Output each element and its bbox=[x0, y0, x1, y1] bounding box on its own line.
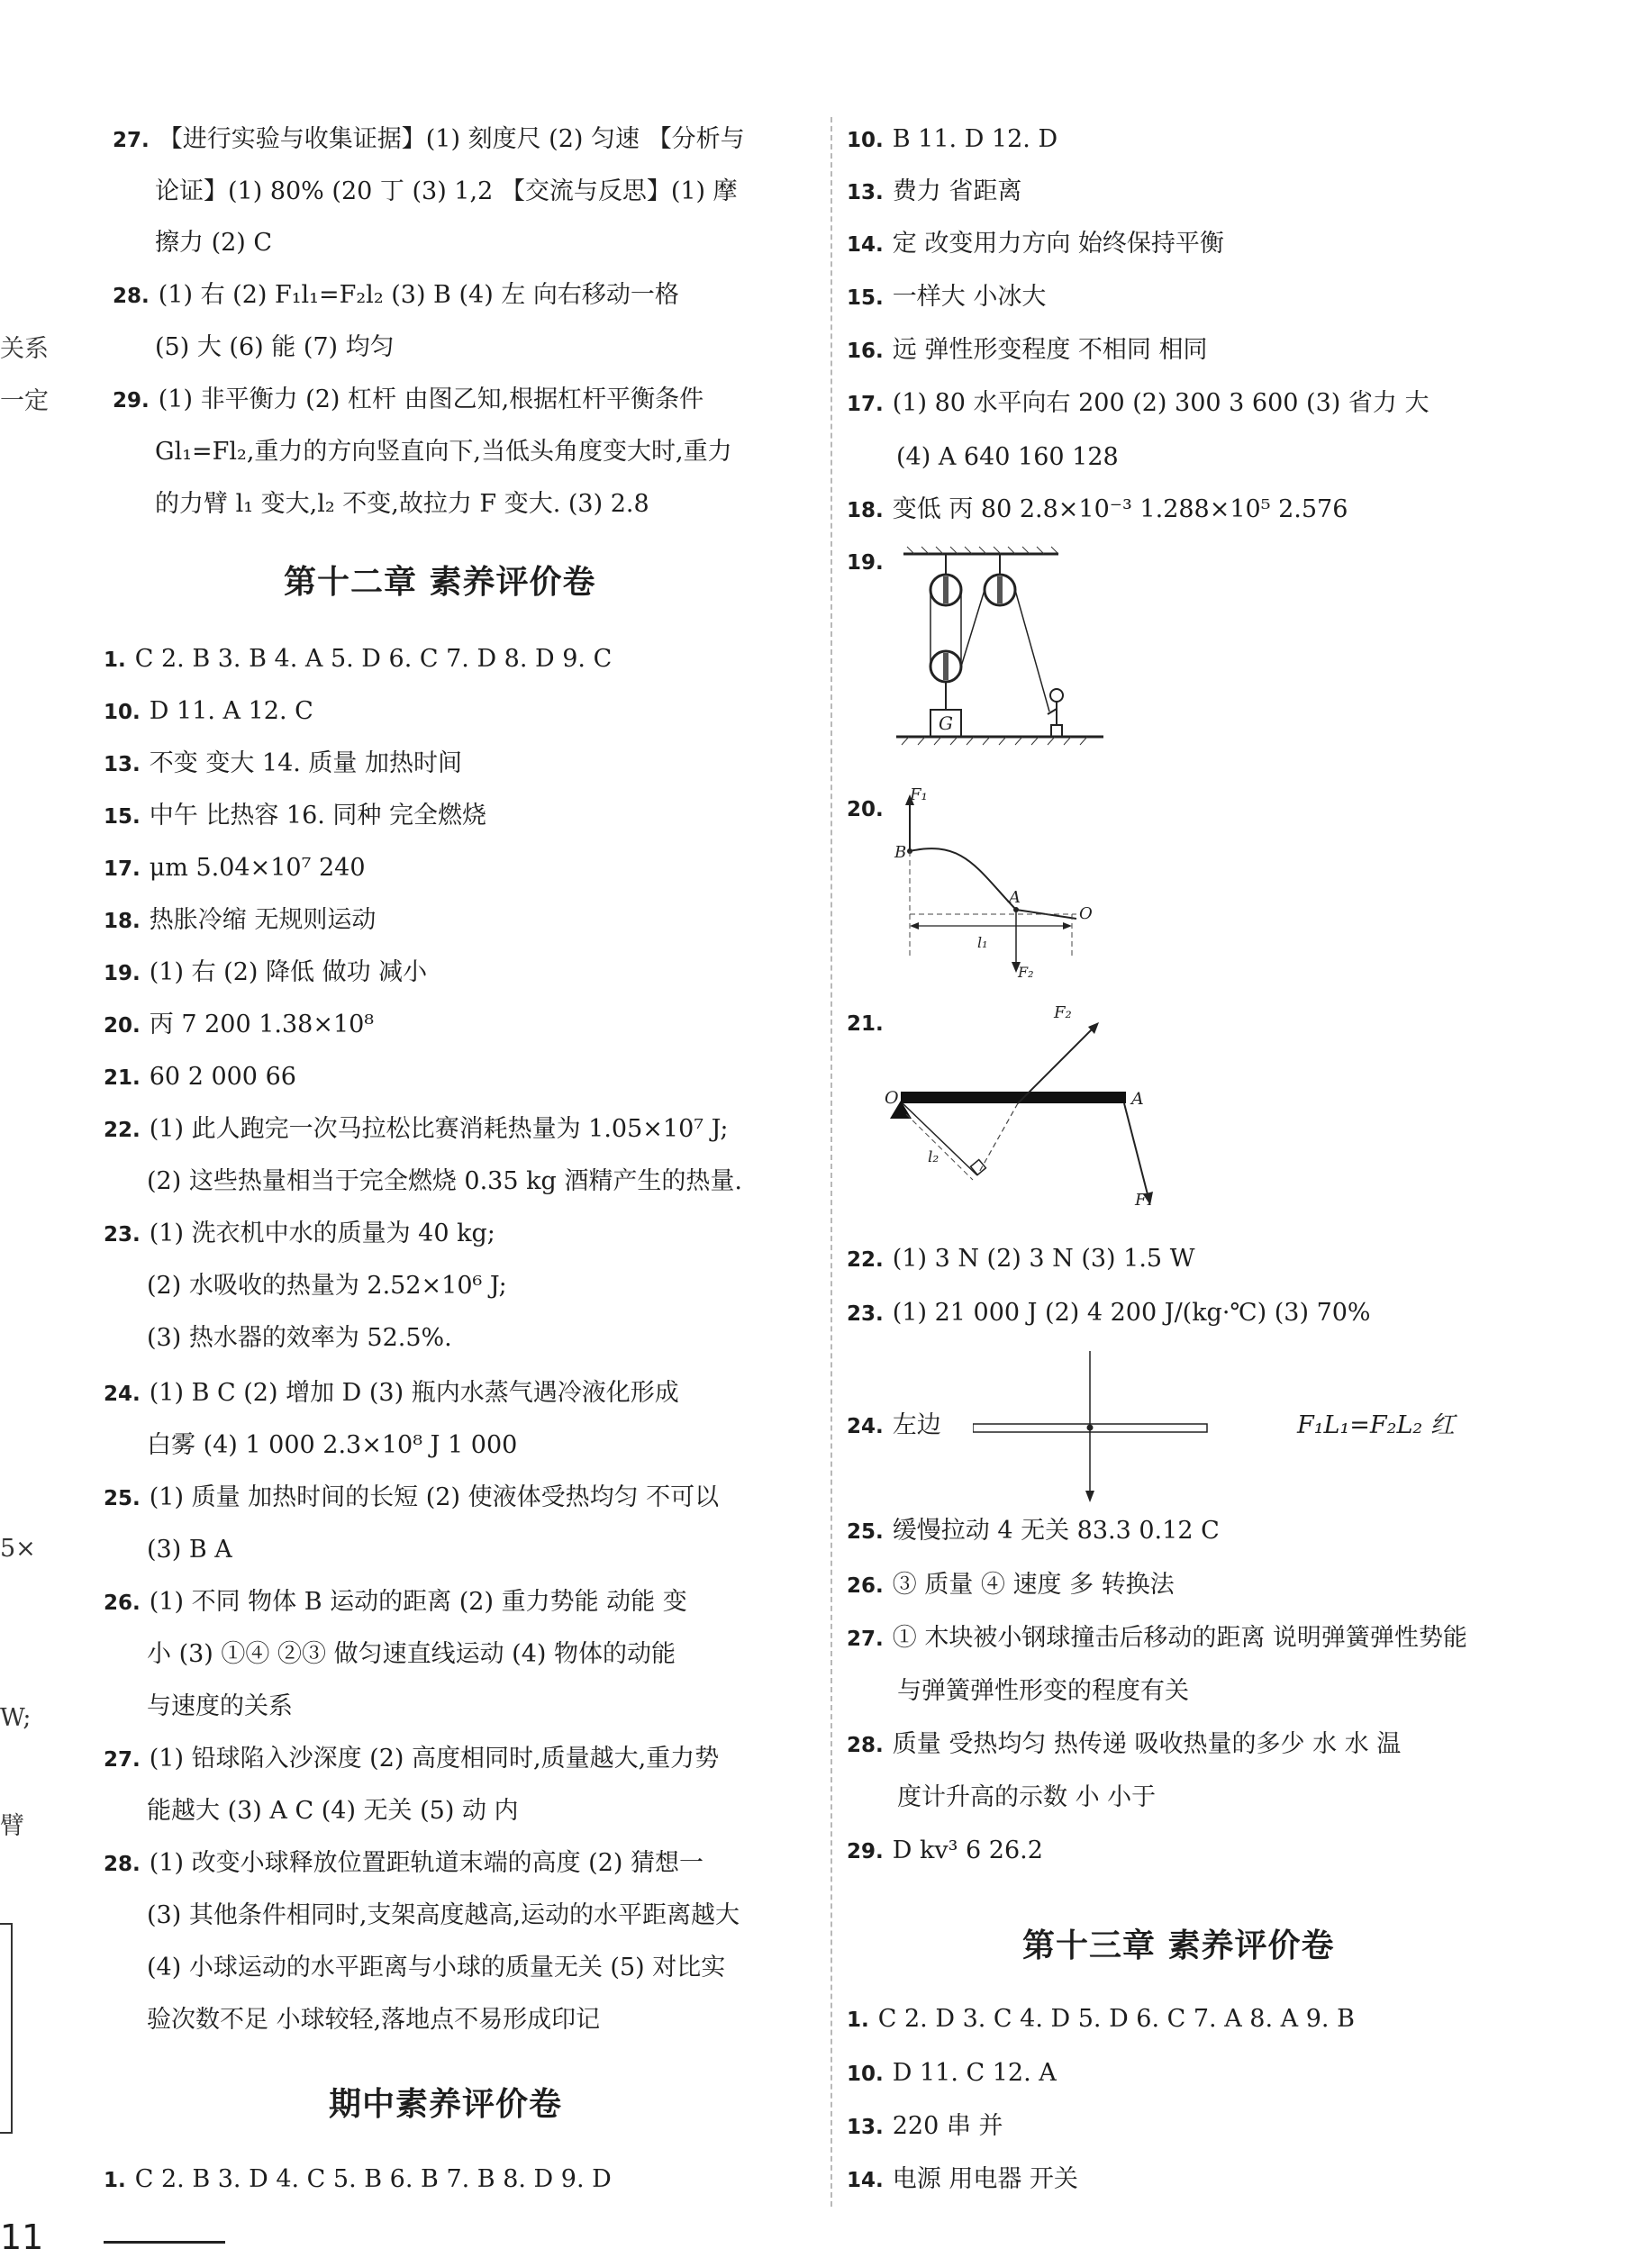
question-number: 14. bbox=[847, 2169, 884, 2192]
answer-line: 的力臂 l₁ 变大,l₂ 不变,故拉力 F 变大. (3) 2.8 bbox=[155, 490, 649, 518]
question-number: 1. bbox=[104, 648, 126, 672]
answer-line: 28. 质量 受热均匀 热传递 吸收热量的多少 水 水 温 bbox=[847, 1730, 1402, 1758]
question-number: 19. bbox=[847, 551, 884, 575]
answer-line: Gl₁=Fl₂,重力的方向竖直向下,当低头角度变大时,重力 bbox=[155, 438, 732, 466]
answer-line: 24. (1) B C (2) 增加 D (3) 瓶内水蒸气遇冷液化形成 bbox=[104, 1379, 679, 1407]
column-divider bbox=[831, 117, 832, 2207]
point-label: O bbox=[885, 1088, 899, 1108]
answer-line: 21. 60 2 000 66 bbox=[104, 1063, 296, 1091]
answer-line: F₁L₁=F₂L₂ 红 bbox=[1297, 1411, 1455, 1439]
question-number: 16. bbox=[847, 340, 884, 363]
answer-line: 13. 不变 变大 14. 质量 加热时间 bbox=[104, 749, 463, 777]
answer-line: (4) 小球运动的水平距离与小球的质量无关 (5) 对比实 bbox=[147, 1954, 726, 1981]
answer-line: 18. 变低 丙 80 2.8×10⁻³ 1.288×10⁵ 2.576 bbox=[847, 495, 1348, 523]
answer-line: 26. (1) 不同 物体 B 运动的距离 (2) 重力势能 动能 变 bbox=[104, 1588, 687, 1616]
question-number: 27. bbox=[104, 1748, 141, 1772]
answer-line: 22. (1) 3 N (2) 3 N (3) 1.5 W bbox=[847, 1245, 1195, 1273]
question-number: 10. bbox=[847, 2063, 884, 2086]
answer-line: 24. 左边 bbox=[847, 1411, 941, 1439]
answer-line: 论证】(1) 80% (20 丁 (3) 1,2 【交流与反思】(1) 摩 bbox=[155, 177, 738, 205]
answer-line: 15. 中午 比热容 16. 同种 完全燃烧 bbox=[104, 802, 487, 830]
question-number: 18. bbox=[847, 499, 884, 522]
question-number: 23. bbox=[847, 1302, 884, 1326]
page-number-rule bbox=[104, 2241, 225, 2244]
answer-line: 1. C 2. B 3. B 4. A 5. D 6. C 7. D 8. D 9. C bbox=[104, 645, 613, 673]
answer-line: 能越大 (3) A C (4) 无关 (5) 动 内 bbox=[147, 1797, 519, 1825]
answer-line: (3) 其他条件相同时,支架高度越高,运动的水平距离越大 bbox=[147, 1901, 740, 1929]
point-label: B bbox=[894, 843, 907, 862]
point-label: O bbox=[1079, 904, 1093, 923]
pulley-figure bbox=[896, 545, 1112, 770]
cropped-table-fragment bbox=[0, 1923, 13, 2134]
answer-line: 18. 热胀冷缩 无规则运动 bbox=[104, 906, 377, 934]
force-label: F₂ bbox=[1018, 964, 1034, 981]
answer-line: 15. 一样大 小冰大 bbox=[847, 283, 1047, 311]
answer-line: 27. ① 木块被小钢球撞击后移动的距离 说明弹簧弹性势能 bbox=[847, 1624, 1467, 1652]
question-number: 21. bbox=[104, 1066, 141, 1090]
question-number: 10. bbox=[847, 129, 884, 152]
lever-figure-20 bbox=[892, 784, 1117, 991]
force-label: F₂ bbox=[1054, 1003, 1072, 1022]
question-number: 17. bbox=[104, 857, 141, 881]
section-heading: 期中素养评价卷 bbox=[329, 2086, 563, 2123]
question-number bbox=[847, 791, 893, 828]
answer-line: 26. ③ 质量 ④ 速度 多 转换法 bbox=[847, 1571, 1175, 1599]
arm-label: l₂ bbox=[928, 1148, 939, 1166]
answer-line: (2) 水吸收的热量为 2.52×10⁶ J; bbox=[147, 1272, 507, 1300]
answer-line: 23. (1) 21 000 J (2) 4 200 J/(kg·℃) (3) 70% bbox=[847, 1299, 1371, 1327]
answer-line: 25. (1) 质量 加热时间的长短 (2) 使液体受热均匀 不可以 bbox=[104, 1483, 720, 1511]
question-number: 25. bbox=[847, 1520, 884, 1544]
answer-line: 白雾 (4) 1 000 2.3×10⁸ J 1 000 bbox=[147, 1431, 518, 1459]
answer-line: 与速度的关系 bbox=[147, 1692, 293, 1720]
point-label: A bbox=[1131, 1089, 1144, 1109]
question-number: 15. bbox=[104, 805, 141, 829]
edge-fragment: 关系 bbox=[0, 335, 49, 363]
question-number: 17. bbox=[847, 393, 884, 416]
answer-line: 1. C 2. B 3. D 4. C 5. B 6. B 7. B 8. D 9. D bbox=[104, 2165, 612, 2193]
answer-line: 小 (3) ①④ ②③ 做匀速直线运动 (4) 物体的动能 bbox=[147, 1640, 676, 1668]
question-number: 13. bbox=[847, 2116, 884, 2139]
answer-line: 20. 丙 7 200 1.38×10⁸ bbox=[104, 1011, 375, 1038]
force-label: F₁ bbox=[1135, 1191, 1153, 1210]
answer-line: 10. B 11. D 12. D bbox=[847, 125, 1058, 153]
question-number: 13. bbox=[104, 753, 141, 776]
question-number: 29. bbox=[847, 1840, 884, 1863]
question-number: 24. bbox=[847, 1415, 884, 1438]
question-number: 13. bbox=[847, 181, 884, 204]
answer-line: 验次数不足 小球较轻,落地点不易形成印记 bbox=[147, 2006, 601, 2034]
question-number: 24. bbox=[104, 1383, 141, 1406]
answer-line: 16. 远 弹性形变程度 不相同 相同 bbox=[847, 336, 1208, 364]
question-number: 22. bbox=[104, 1119, 141, 1142]
arm-label: l₁ bbox=[977, 934, 988, 951]
answer-line: 14. 定 改变用力方向 始终保持平衡 bbox=[847, 230, 1224, 258]
answer-line: 29. (1) 非平衡力 (2) 杠杆 由图乙知,根据杠杆平衡条件 bbox=[113, 385, 704, 413]
answer-line: 23. (1) 洗衣机中水的质量为 40 kg; bbox=[104, 1220, 495, 1247]
edge-fragment: 臂 bbox=[0, 1812, 24, 1840]
answer-line: 22. (1) 此人跑完一次马拉松比赛消耗热量为 1.05×10⁷ J; bbox=[104, 1115, 729, 1143]
question-number bbox=[847, 544, 893, 581]
question-number: 25. bbox=[104, 1487, 141, 1510]
page-number: 11 bbox=[0, 2217, 44, 2257]
answer-line: 27. (1) 铅球陷入沙深度 (2) 高度相同时,质量越大,重力势 bbox=[104, 1745, 720, 1773]
answer-line: 13. 费力 省距离 bbox=[847, 177, 1022, 205]
answer-line: (4) A 640 160 128 bbox=[896, 443, 1119, 471]
point-label: A bbox=[1009, 888, 1021, 907]
question-number: 20. bbox=[847, 798, 884, 821]
question-number: 23. bbox=[104, 1223, 141, 1247]
answer-line: 10. D 11. A 12. C bbox=[104, 697, 313, 725]
question-number: 28. bbox=[847, 1734, 884, 1757]
force-label: F₁ bbox=[910, 785, 928, 804]
lever-figure-21 bbox=[883, 1000, 1207, 1225]
answer-line: 28. (1) 改变小球释放位置距轨道末端的高度 (2) 猜想一 bbox=[104, 1849, 703, 1877]
answer-line: 14. 电源 用电器 开关 bbox=[847, 2165, 1078, 2193]
answer-line: 10. D 11. C 12. A bbox=[847, 2059, 1057, 2087]
question-number: 22. bbox=[847, 1248, 884, 1272]
answer-line: 19. (1) 右 (2) 降低 做功 减小 bbox=[104, 958, 428, 986]
answer-line: 25. 缓慢拉动 4 无关 83.3 0.12 C bbox=[847, 1517, 1220, 1545]
question-number: 28. bbox=[104, 1853, 141, 1876]
question-number: 26. bbox=[104, 1591, 141, 1615]
answer-line: (2) 这些热量相当于完全燃烧 0.35 kg 酒精产生的热量. bbox=[147, 1167, 742, 1195]
question-number: 10. bbox=[104, 701, 141, 724]
answer-line: 29. D kv³ 6 26.2 bbox=[847, 1836, 1043, 1864]
question-number: 20. bbox=[104, 1014, 141, 1038]
balance-figure bbox=[973, 1351, 1225, 1509]
question-number: 1. bbox=[104, 2169, 126, 2192]
question-number: 18. bbox=[104, 910, 141, 933]
question-number: 26. bbox=[847, 1574, 884, 1598]
edge-fragment: W; bbox=[0, 1704, 32, 1732]
question-number: 19. bbox=[104, 962, 141, 985]
answer-line: 1. C 2. D 3. C 4. D 5. D 6. C 7. A 8. A 9. B bbox=[847, 2005, 1355, 2033]
section-heading: 第十二章 素养评价卷 bbox=[284, 564, 596, 601]
question-number: 29. bbox=[113, 389, 150, 413]
question-number: 15. bbox=[847, 286, 884, 310]
answer-line: 与弹簧弹性形变的程度有关 bbox=[897, 1677, 1189, 1705]
answer-line: 28. (1) 右 (2) F₁l₁=F₂l₂ (3) B (4) 左 向右移动一格 bbox=[113, 281, 679, 309]
question-number: 28. bbox=[113, 285, 150, 308]
question-number: 27. bbox=[847, 1628, 884, 1651]
edge-fragment: 5× bbox=[0, 1535, 36, 1563]
weight-label: G bbox=[939, 712, 953, 734]
answer-line: (3) B A bbox=[147, 1536, 232, 1564]
answer-line: 度计升高的示数 小 小于 bbox=[897, 1783, 1157, 1811]
answer-line: 17. (1) 80 水平向右 200 (2) 300 3 600 (3) 省力 大 bbox=[847, 389, 1430, 417]
question-number: 21. bbox=[847, 1012, 884, 1036]
question-number: 27. bbox=[113, 129, 150, 152]
edge-fragment: 一定 bbox=[0, 387, 49, 415]
section-heading: 第十三章 素养评价卷 bbox=[1022, 1927, 1335, 1964]
answer-line: (3) 热水器的效率为 52.5%. bbox=[147, 1324, 452, 1352]
question-number: 1. bbox=[847, 2009, 869, 2032]
answer-line: 17. μm 5.04×10⁷ 240 bbox=[104, 854, 366, 882]
answer-line: 27. 【进行实验与收集证据】(1) 刻度尺 (2) 匀速 【分析与 bbox=[113, 125, 745, 153]
answer-line: 13. 220 串 并 bbox=[847, 2112, 1003, 2140]
question-number: 14. bbox=[847, 233, 884, 257]
answer-line: (5) 大 (6) 能 (7) 均匀 bbox=[155, 333, 395, 361]
answer-line: 擦力 (2) C bbox=[155, 229, 273, 257]
